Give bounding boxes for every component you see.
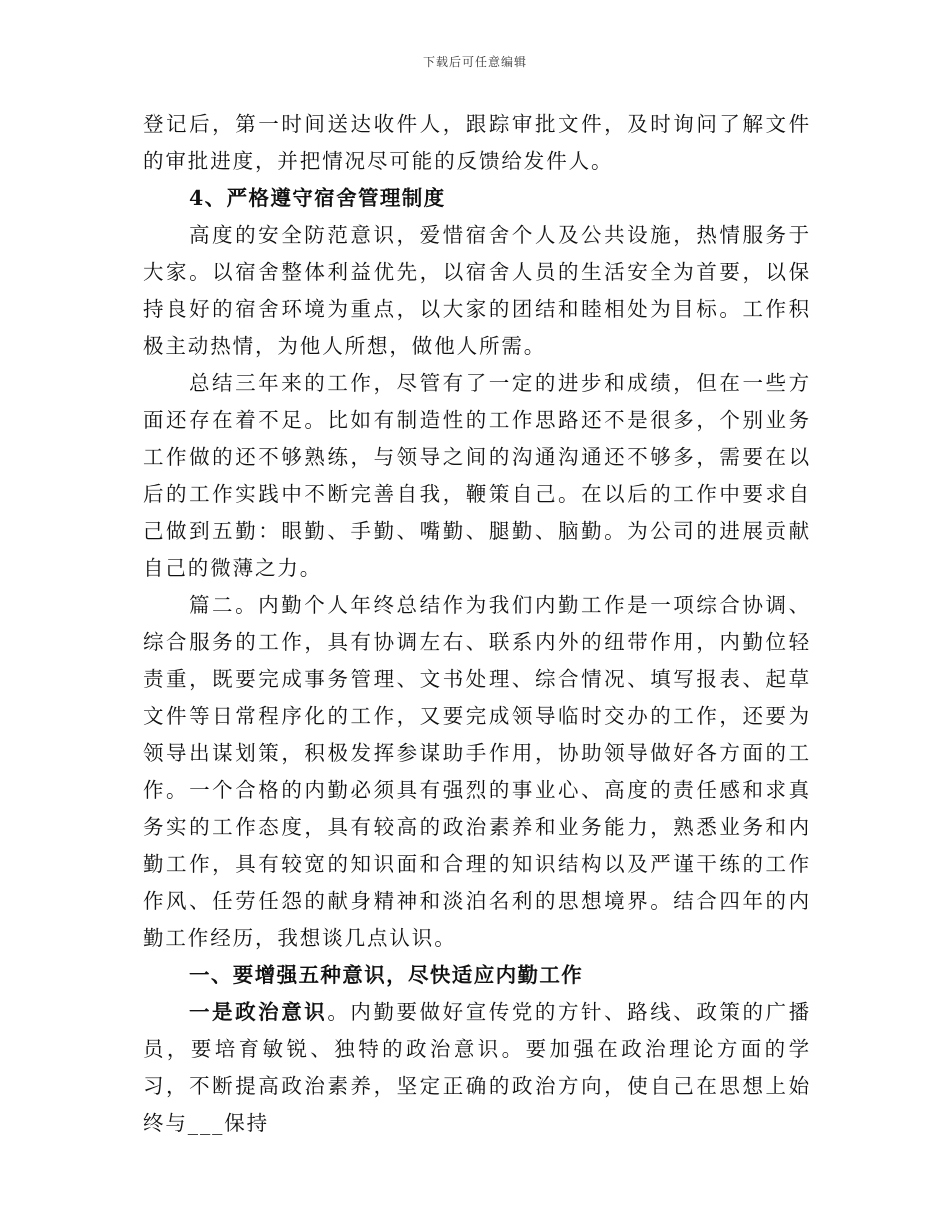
paragraph-lead-text: 一是政治意识 (189, 1000, 328, 1024)
section-heading-five-awareness: 一、要增强五种意识，尽快适应内勤工作 (189, 963, 584, 987)
paragraph-body-text: 。内勤要做好宣传党的方针、路线、政策的广播员，要培育敏锐、独特的政治意识。要加强在政治理论方面的学习，不断提高政治素养，坚定正确的政治方向，使自己在思想上始终与___保持 (143, 1000, 811, 1135)
section-heading-dormitory: 4、严格遵守宿舍管理制度 (189, 186, 446, 210)
paragraph-political-awareness (143, 994, 811, 1142)
document-body (143, 106, 811, 1142)
paragraph-part-two: 篇二。内勤个人年终总结作为我们内勤工作是一项综合协调、综合服务的工作，具有协调左右、联系内外的纽带作用，内勤位轻责重，既要完成事务管理、文书处理、综合情况、填写报表、起草文件等日常程序化的工作，又要完成领导临时交办的工作，还要为领导出谋划策，积极发挥参谋助手作用，协助领导做好各方面的工作。一个合格的内勤必须具有强烈的事业心、高度的责任感和求真务实的工作态度，具有较高的政治素养和业务能力，熟悉业务和内勤工作，具有较宽的知识面和合理的知识结构以及严谨干练的工作作风、任劳任怨的献身精神和淡泊名利的思想境界。结合四年的内勤工作经历，我想谈几点认识。 (143, 593, 811, 950)
paragraph-continuation: 登记后，第一时间送达收件人，跟踪审批文件，及时询问了解文件的审批进度，并把情况尽可能的反馈给发件人。 (143, 112, 811, 173)
paragraph-summary: 总结三年来的工作，尽管有了一定的进步和成绩，但在一些方面还存在着不足。比如有制造性的工作思路还不是很多，个别业务工作做的还不够熟练，与领导之间的沟通沟通还不够多，需要在以后的工作实践中不断完善自我，鞭策自己。在以后的工作中要求自己做到五勤：眼勤、手勤、嘴勤、腿勤、脑勤。为公司的进展贡献自己的微薄之力。 (143, 371, 811, 580)
page-header: 下载后可任意编辑 (422, 55, 527, 69)
paragraph-dormitory: 高度的安全防范意识，爱惜宿舍个人及公共设施，热情服务于大家。以宿舍整体利益优先，以宿舍人员的生活安全为首要，以保持良好的宿舍环境为重点，以大家的团结和睦相处为目标。工作积极主动热情，为他人所想，做他人所需。 (143, 223, 811, 358)
